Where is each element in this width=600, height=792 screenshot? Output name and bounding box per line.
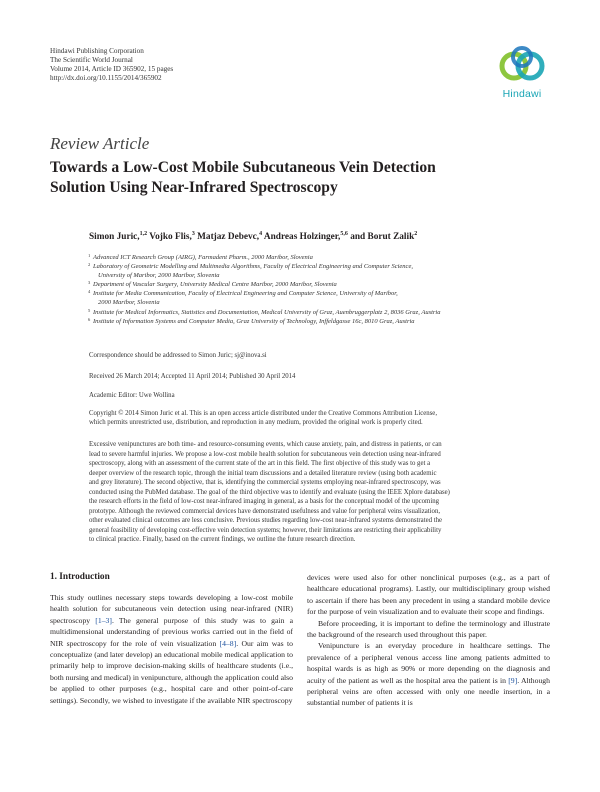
- abstract-line: and grey literature). The second objective, that is, identifying the commercial systems employing near-infrared spectroscopy, was: [89, 479, 441, 486]
- author-affil-sup: 2: [414, 231, 418, 237]
- publication-dates: Received 26 March 2014; Accepted 11 April 2014; Published 30 April 2014: [89, 373, 296, 380]
- affiliation: 2 Laboratory of Geometric Modelling and Multimedia Algorithms, Faculty of Electrical Engineering and Computer Science,: [88, 262, 413, 271]
- doi-link[interactable]: http://dx.doi.org/10.1155/2014/365902: [50, 74, 162, 82]
- author-list: [89, 231, 417, 242]
- author-affil-sup: 3: [191, 231, 195, 237]
- correspondence: Correspondence should be addressed to Simon Juric; sj@inova.si: [89, 352, 267, 359]
- affiliation: 6 Institute of Information Systems and Computer Media, Graz University of Technology, Inffeldgasse 16c, 8010 Graz, Austria: [88, 316, 415, 325]
- left-column: [50, 592, 293, 706]
- paragraph: This study outlines necessary steps towards developing a low-cost mobile health solution for subcutaneous vein detection using near-infrared (NIR) spectroscopy [1–3]. The general purpose of this study was to gain a multidimensional understanding of previous works carried out in the field of NIR spectroscopy for the role of vein visualization [4–8]. Our aim was to conceptualize (and later develop) an educational mobile medical application to primarily help to improve decision-making skills of healthcare students (i.e., both nursing and medical) in venipuncture, although the application could also be applied to other purposes (e.g., hospital care and other point-of-care settings). Secondly, we wished to investigate if the available NIR spectroscopy: [50, 593, 293, 705]
- author-name: Matjaz Debevc,: [194, 232, 260, 243]
- abstract-line: the research efforts in the field of low-cost near-infrared imaging in general, as a basis for the conceptual model of the upcoming: [89, 498, 440, 505]
- publisher-name: Hindawi Publishing Corporation: [50, 47, 144, 55]
- author-affil-sup: 5,6: [340, 231, 348, 237]
- paragraph: devices were used also for other nonclinical purposes (e.g., as a part of healthcare educational programs). Lastly, our multidisciplinary group wished to ascertain if there has been any precedent in using a standard mobile device for the purpose of vein visualization and to evaluate their scope and findings.: [307, 573, 550, 617]
- copyright: Copyright © 2014 Simon Juric et al. This is an open access article distributed under the Creative Commons Attribution License, which permits unrestricted use, distribution, and reproduction in any medium, provided the original work is properly cited.: [89, 410, 438, 427]
- abstract-line: other evaluated clinical outcomes are less conclusive. Previous studies regarding low-cost near-infrared systems demonstrated the: [89, 517, 442, 524]
- author-affil-sup: 1,2: [139, 231, 148, 237]
- author-name: Simon Juric,: [89, 232, 140, 243]
- citation-link[interactable]: [1–3]: [95, 615, 112, 625]
- abstract-line: spectroscopy, along with an assessment of the current state of the art in this field. The first objective of this study was to get a: [89, 460, 431, 467]
- journal-name: The Scientific World Journal: [50, 56, 133, 64]
- hindawi-logo-icon: [497, 44, 547, 88]
- affiliations: [89, 253, 559, 326]
- author-name: Vojko Flis,: [147, 232, 192, 243]
- author-name: and Borut Zalik: [347, 232, 415, 243]
- author-name: Andreas Holzinger,: [262, 232, 341, 243]
- abstract-line: Excessive venipunctures are both time- and resource-consuming events, which cause anxiety, pain, and distress in patients, or can: [89, 441, 442, 448]
- article-title: [50, 158, 550, 198]
- article-type: Review Article: [50, 134, 150, 153]
- citation-link[interactable]: [9]: [508, 675, 518, 685]
- affiliation-cont: 2000 Maribor, Slovenia: [98, 299, 160, 307]
- paragraph: Venipuncture is an everyday procedure in healthcare settings. The prevalence of a peripheral venous access line among patients admitted to hospital wards is as high as 90% or more depending on the diagnosis and acuity of the patient as well as the hospital area the patient is in [9]. Although peripheral veins are often accessed with only one needle insertion, in a substantial number of patients it is: [307, 641, 550, 708]
- abstract: [89, 440, 550, 545]
- section-heading: 1. Introduction: [50, 572, 110, 582]
- title-line: Towards a Low-Cost Mobile Subcutaneous Vein Detection: [50, 159, 436, 176]
- affiliation-cont: University of Maribor, 2000 Maribor, Slovenia: [98, 272, 220, 280]
- title-line: Solution Using Near-Infrared Spectroscopy: [50, 179, 338, 196]
- affiliation: 5 Institute for Medical Informatics, Statistics and Documentation, Medical University of Graz, Auenbruggerplatz 2, 8036 Graz, Austria: [88, 307, 441, 316]
- citation-link[interactable]: [4–8]: [219, 638, 237, 648]
- abstract-line: deeper overview of the research topic, through the initial team discussions and a detailed literature review (using both academic: [89, 469, 437, 477]
- abstract-line: to clinical practice. Finally, based on the current findings, we outline the future research direction.: [89, 536, 356, 543]
- logo-wordmark: Hindawi: [502, 88, 542, 100]
- affiliation: 1 Advanced ICT Research Group (AIRG), Farmadent Pharm., 2000 Maribor, Slovenia: [88, 253, 313, 261]
- academic-editor: Academic Editor: Uwe Wollina: [89, 392, 175, 399]
- abstract-line: general feasibility of developing cost-effective vein detection systems; however, their limitations are restricting their applicability: [89, 526, 442, 534]
- abstract-line: prototype. Although the reviewed commercial devices have demonstrated usefulness and value for peripheral veins visualization,: [89, 507, 441, 515]
- author-affil-sup: 4: [259, 231, 263, 237]
- volume-line: Volume 2014, Article ID 365902, 15 pages: [50, 65, 174, 73]
- affiliation: 3 Department of Vascular Surgery, University Medical Centre Maribor, 2000 Maribor, Slovenia: [88, 280, 337, 289]
- right-column: [307, 572, 550, 709]
- hindawi-logo: [497, 44, 547, 106]
- affiliation: 4 Institute for Media Communication, Faculty of Electrical Engineering and Computer Science, University of Maribor,: [88, 289, 398, 298]
- abstract-line: lead to severe harmful injuries. We propose a low-cost mobile health solution for subcutaneous vein detection using near-infrared: [89, 450, 441, 458]
- abstract-line: conducted using the PubMed database. The goal of the third objective was to identify and evaluate (using the IEEE Xplore database): [89, 488, 450, 496]
- journal-header: [50, 47, 173, 83]
- paragraph: Before proceeding, it is important to define the terminology and illustrate the background of the research used throughout this paper.: [307, 618, 550, 640]
